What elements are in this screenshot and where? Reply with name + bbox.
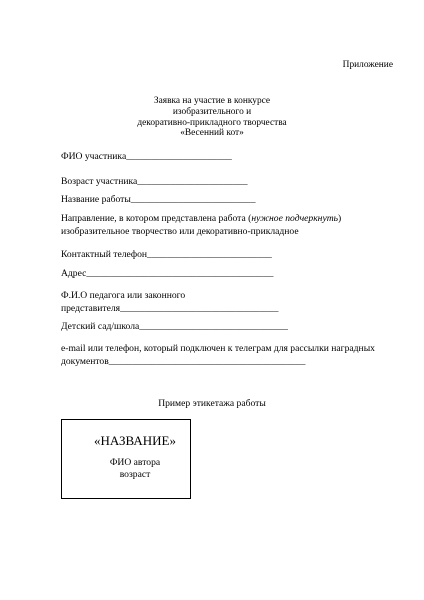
contact-phone-field: Контактный телефон__________________________ <box>61 249 272 260</box>
direction-line-1 <box>61 213 341 226</box>
telegram-contact-line-1: e-mail или телефон, который подключен к телеграм для рассылки наградных <box>61 343 375 354</box>
label-author-age: возраст <box>119 469 151 480</box>
teacher-line-2: представителя_________________________________ <box>61 302 279 314</box>
telegram-contact-field <box>61 343 375 368</box>
direction-text-start: Направление, в котором представлена работа ( <box>61 213 252 224</box>
title-line-4: «Весенний кот» <box>180 128 244 139</box>
participant-age-field: Возраст участника_______________________ <box>61 176 248 187</box>
label-example-box <box>61 419 191 499</box>
teacher-field <box>61 290 278 315</box>
address-field: Адрес_______________________________________ <box>61 268 274 279</box>
document-title <box>0 96 424 139</box>
work-title-field: Название работы__________________________ <box>61 194 256 205</box>
direction-options: изобразительное творчество или декоративно-прикладное <box>61 225 299 237</box>
direction-field <box>61 213 341 238</box>
direction-hint: нужное подчеркнуть <box>251 213 338 224</box>
label-example-caption: Пример этикетажа работы <box>158 398 266 409</box>
label-author-name: ФИО автора <box>109 457 161 468</box>
school-field: Детский сад/школа_______________________________ <box>61 321 288 332</box>
title-line-3: декоративно-прикладного творчества <box>137 117 287 128</box>
telegram-contact-line-2: документов_________________________________________ <box>61 355 306 367</box>
direction-text-end: ) <box>338 213 342 224</box>
teacher-line-1: Ф.И.О педагога или законного <box>61 290 186 301</box>
appendix-label: Приложение <box>342 60 393 70</box>
title-line-2: изобразительного и <box>172 106 252 117</box>
participant-name-field: ФИО участника______________________ <box>61 151 232 162</box>
label-work-name: «НАЗВАНИЕ» <box>94 433 176 448</box>
title-line-1: Заявка на участие в конкурсе <box>153 96 271 106</box>
